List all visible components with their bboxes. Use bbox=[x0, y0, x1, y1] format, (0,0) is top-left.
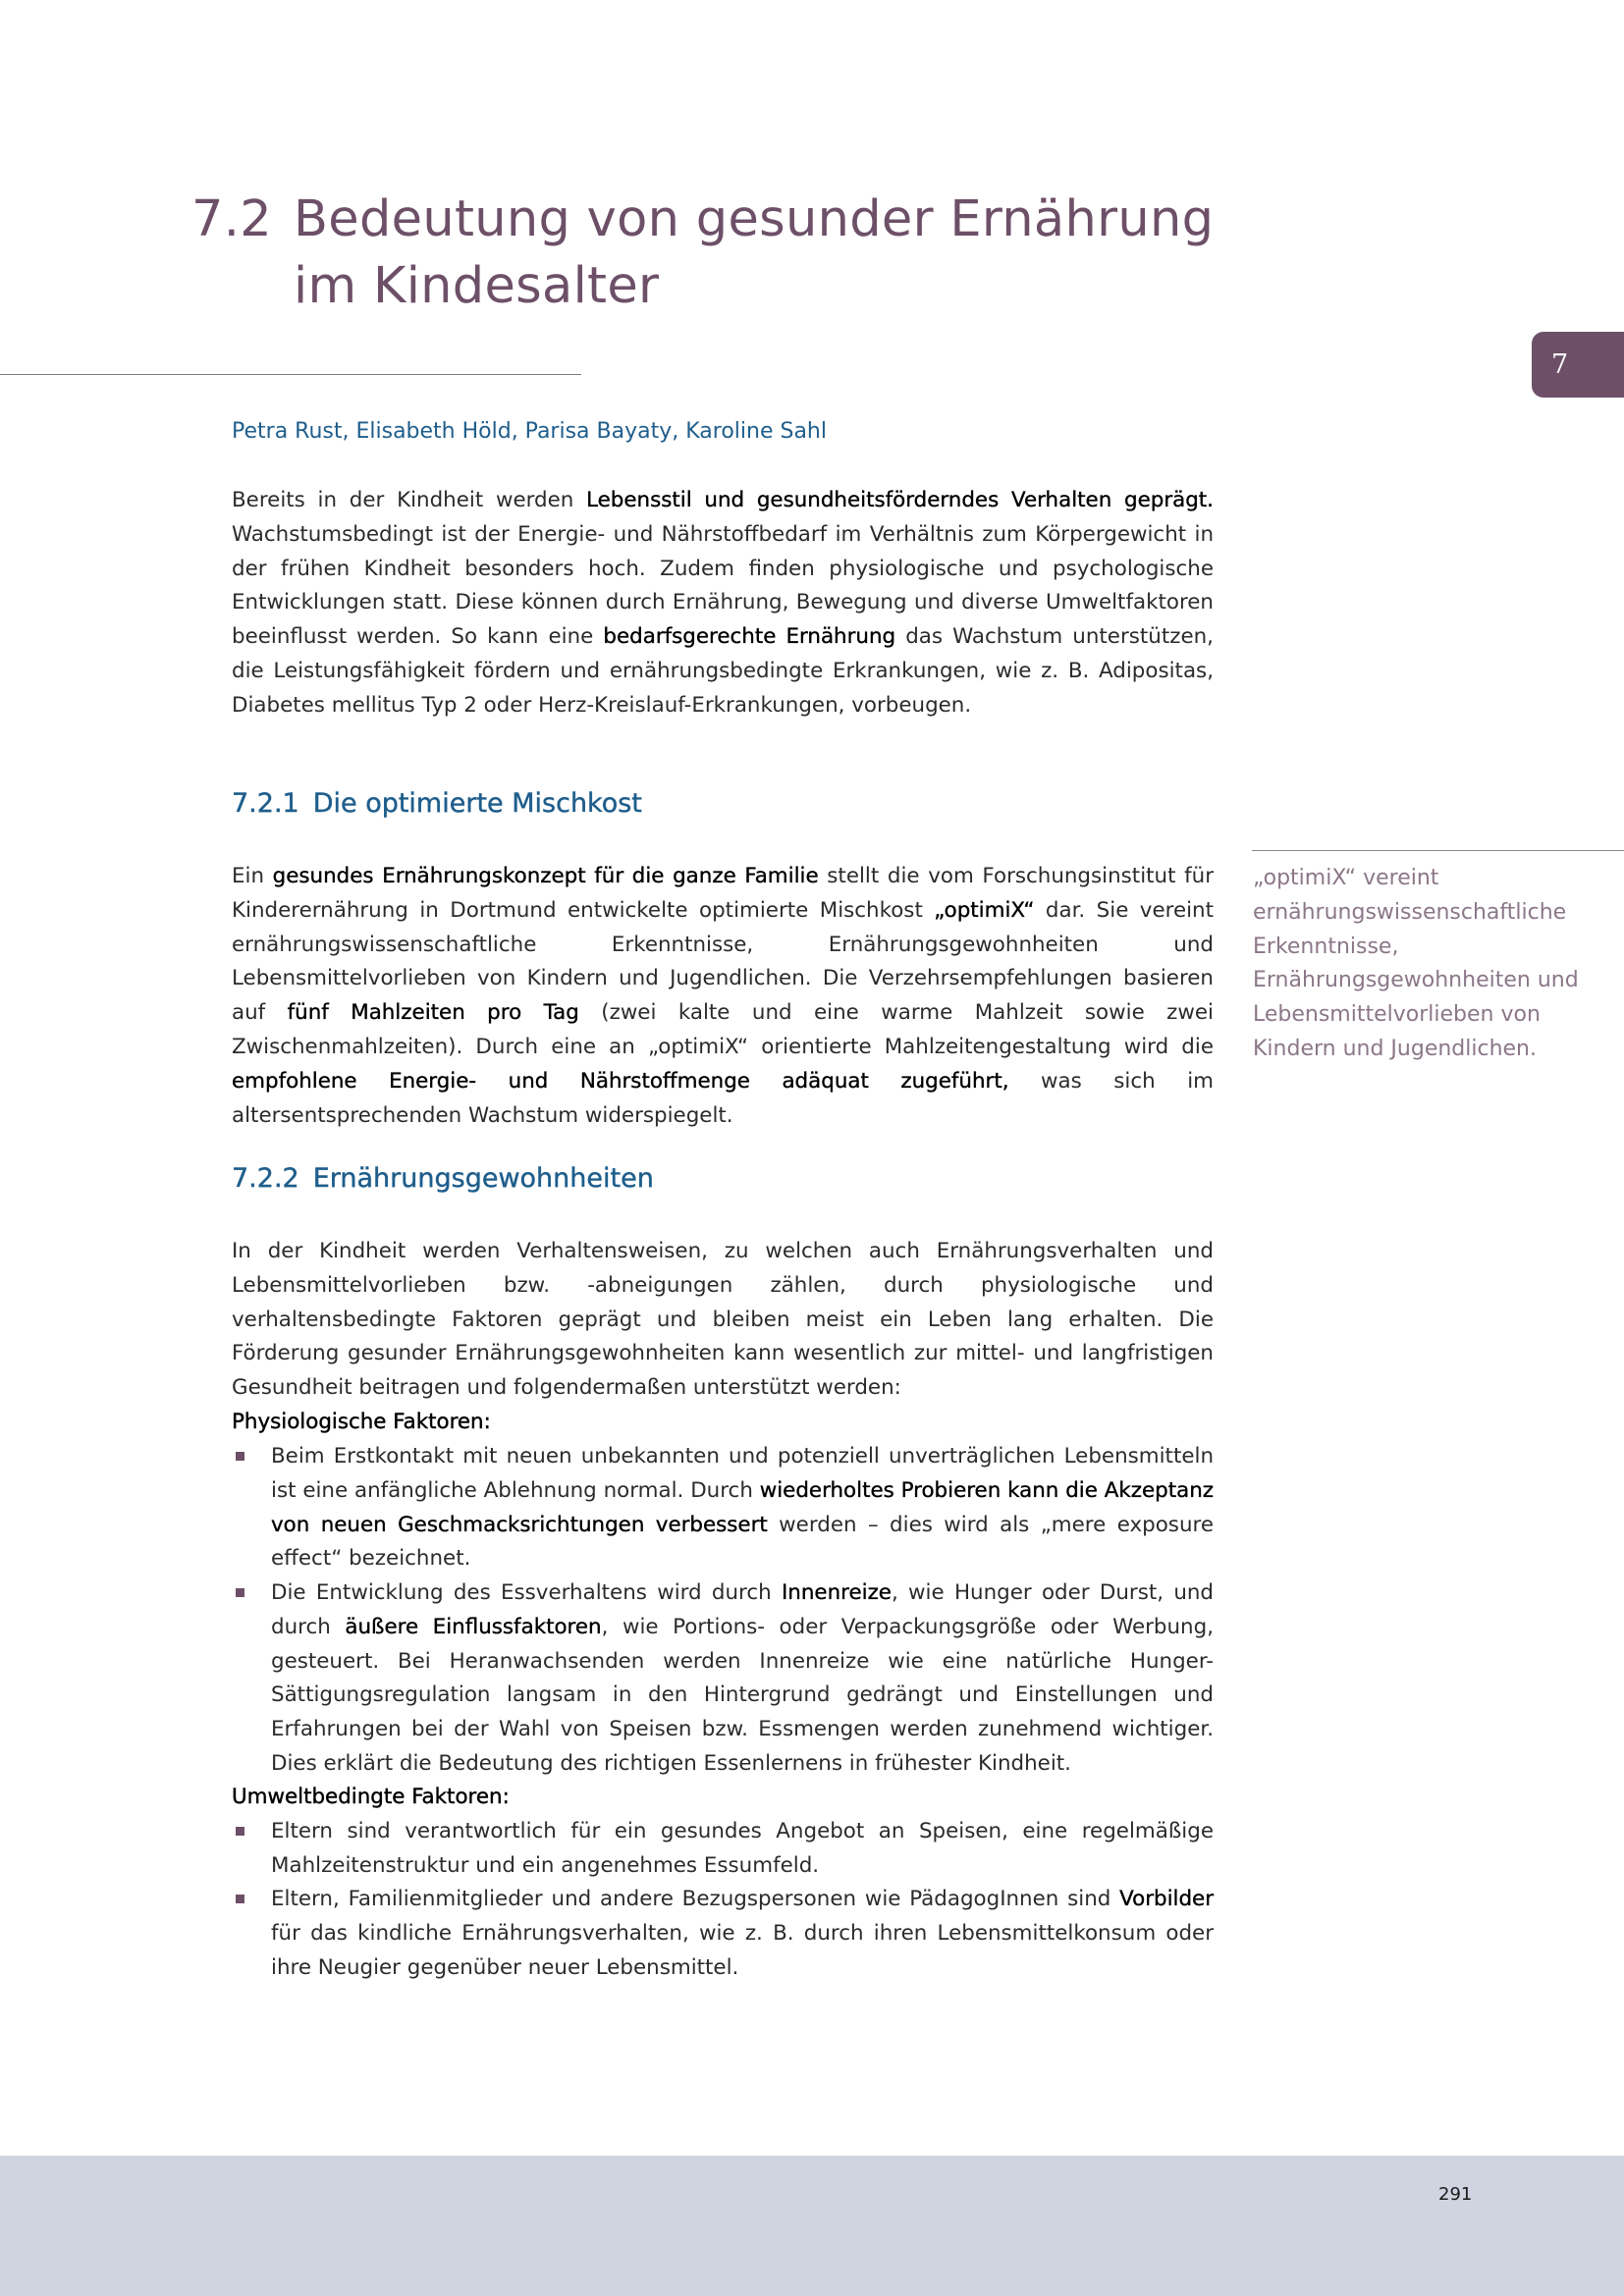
physiological-factors-label: Physiologische Faktoren: bbox=[232, 1410, 491, 1434]
chapter-title-line-2: im Kindesalter bbox=[294, 257, 660, 315]
footer-band bbox=[0, 2156, 1624, 2296]
square-bullet-icon bbox=[236, 1895, 244, 1903]
title-divider bbox=[0, 374, 581, 375]
square-bullet-icon bbox=[236, 1452, 244, 1461]
list-item: Beim Erstkontakt mit neuen unbekannten und potenziell unverträglichen Lebensmitteln ist eine anfängliche Ablehnung normal. Durch wiederholtes Probieren kann die Akzeptanz von neuen Geschmacksrichtungen verbessert werden – dies wird als „mere exposure effect“ bezeichnet. bbox=[271, 1440, 1214, 1576]
intro-paragraph: Bereits in der Kindheit werden Lebensstil und gesundheitsförderndes Verhalten geprägt. Wachstumsbedingt ist der Energie- und Nährstoffbedarf im Verhältnis zum Körpergewicht in der frühen Kindheit besonders hoch. Zudem finden physiologische und psychologische Entwicklungen statt. Diese können durch Ernährung, Bewegung und diverse Umweltfaktoren beeinflusst werden. So kann eine bedarfsgerechte Ernährung das Wachstum unterstützen, die Leistungsfähigkeit fördern und ernährungsbedingte Erkrankungen, wie z. B. Adipositas, Diabetes mellitus Typ 2 oder Herz-Kreislauf-Erkrankungen, vorbeugen. bbox=[232, 488, 1214, 718]
page-number: 291 bbox=[1438, 2184, 1473, 2205]
list-item: Die Entwicklung des Essverhaltens wird durch Innenreize, wie Hunger oder Durst, und durch äußere Einflussfaktoren, wie Portions- oder Verpackungsgröße oder Werbung, gesteuert. Bei Heranwachsenden werden Innenreize wie eine natürliche Hunger-Sättigungsregulation langsam in den Hintergrund gedrängt und Einstellungen und Erfahrungen bei der Wahl von Speisen bzw. Essmengen werden zunehmend wichtiger. Dies erklärt die Bedeutung des richtigen Essenlernens in frühester Kindheit. bbox=[271, 1576, 1214, 1782]
mischkost-paragraph: Ein gesundes Ernährungskonzept für die ganze Familie stellt die vom Forschungsinstitut für Kinderernährung in Dortmund entwickelte optimierte Mischkost „optimiX“ dar. Sie vereint ernährungswissenschaftliche Erkenntnisse, Ernährungsgewohnheiten und Lebensmittelvorlieben von Kindern und Jugendlichen. Die Verzehrsempfehlungen basieren auf fünf Mahlzeiten pro Tag (zwei kalte und eine warme Mahlzeit sowie zwei Zwischenmahlzeiten). Durch eine an „optimiX“ orientierte Mahlzeitengestaltung wird die empfohlene Energie- und Nährstoffmenge adäquat zugeführt, was sich im altersentsprechenden Wachstum widerspiegelt. bbox=[232, 864, 1214, 1128]
list-item: Eltern sind verantwortlich für ein gesundes Angebot an Speisen, eine regelmäßige Mahlzeitenstruktur und ein angenehmes Essumfeld. bbox=[271, 1815, 1214, 1884]
chapter-title bbox=[191, 187, 1275, 320]
section-heading-7-2-1: 7.2.1 Die optimierte Mischkost bbox=[232, 788, 642, 819]
section-heading-7-2-2: 7.2.2 Ernährungsgewohnheiten bbox=[232, 1163, 654, 1194]
square-bullet-icon bbox=[236, 1827, 244, 1836]
square-bullet-icon bbox=[236, 1588, 244, 1597]
sidebar-quote: „optimiX“ vereint ernährungswissenschaftliche Erkenntnisse, Ernährungsgewohnheiten und Lebensmittelvorlieben von Kindern und Jugendlichen. bbox=[1253, 866, 1579, 1061]
gewohnheiten-paragraph: In der Kindheit werden Verhaltensweisen, zu welchen auch Ernährungsverhalten und Lebensmittelvorlieben bzw. -abneigungen zählen, durch physiologische und verhaltensbedingte Faktoren geprägt und bleiben meist ein Leben lang erhalten. Die Förderung gesunder Ernährungsgewohnheiten kann wesentlich zur mittel- und langfristigen Gesundheit beitragen und folgendermaßen unterstützt werden: bbox=[232, 1239, 1214, 1401]
environmental-factors-label: Umweltbedingte Faktoren: bbox=[232, 1785, 510, 1809]
sidebar-divider bbox=[1252, 850, 1624, 851]
chapter-tab: 7 bbox=[1532, 332, 1624, 398]
chapter-title-line-1: Bedeutung von gesunder Ernährung bbox=[294, 190, 1215, 248]
chapter-number: 7.2 bbox=[191, 190, 273, 248]
authors: Petra Rust, Elisabeth Höld, Parisa Bayaty, Karoline Sahl bbox=[232, 419, 827, 444]
list-item: Eltern, Familienmitglieder und andere Bezugspersonen wie PädagogInnen sind Vorbilder für das kindliche Ernährungsverhalten, wie z. B. durch ihren Lebensmittelkonsum oder ihre Neugier gegenüber neuer Lebensmittel. bbox=[271, 1883, 1214, 1985]
